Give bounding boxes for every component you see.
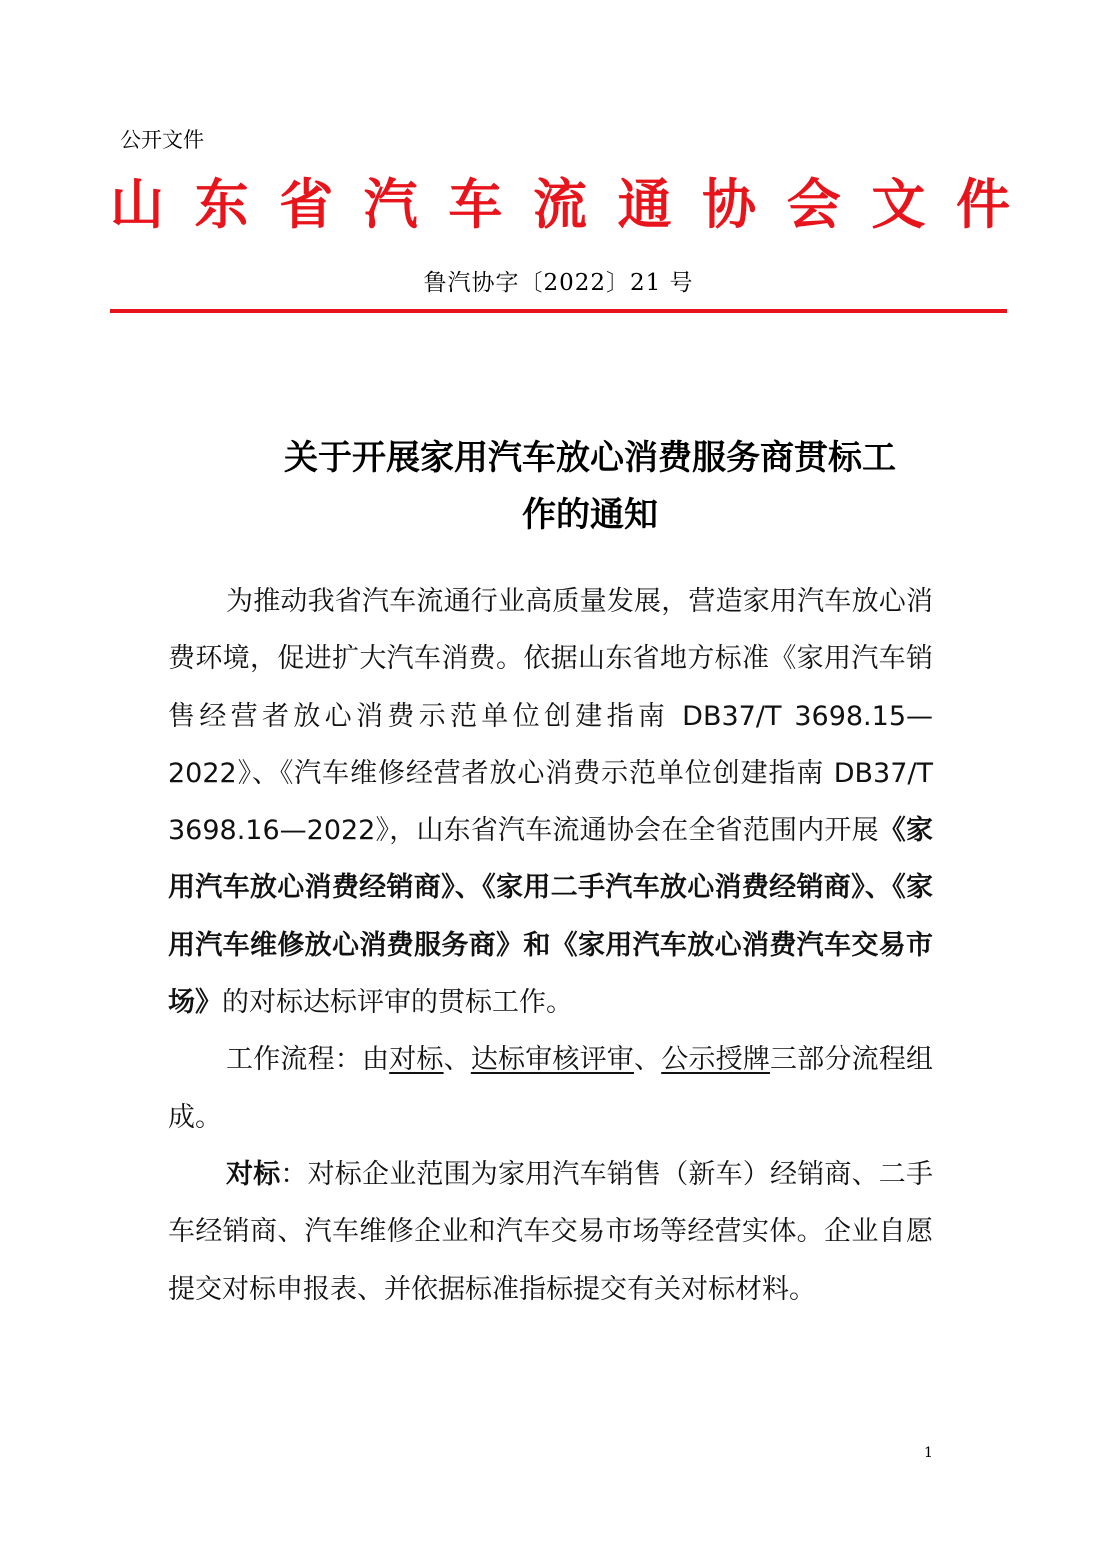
header-char: 车 bbox=[448, 173, 503, 236]
underlined-step-benchmarking: 对标 bbox=[389, 1044, 444, 1076]
separator: 、 bbox=[634, 1044, 662, 1076]
notice-title-line-2: 作的通知 bbox=[522, 495, 658, 535]
header-char: 件 bbox=[955, 173, 1010, 236]
separator: ： bbox=[280, 1158, 308, 1190]
classification-label: 公开文件 bbox=[120, 128, 204, 152]
header-char: 省 bbox=[279, 173, 334, 236]
header-divider bbox=[110, 309, 1007, 313]
paragraph-text: 对标企业范围为家用汽车销售（新车）经销商、二手车经销商、汽车维修企业和汽车交易市场等经营实体。企业自愿提交对标申报表、并依据标准指标提交有关对标材料。 bbox=[168, 1158, 934, 1305]
paragraph-text: 工作流程：由 bbox=[226, 1044, 390, 1076]
header-char: 流 bbox=[532, 173, 587, 236]
document-number: 鲁汽协字〔2022〕21 号 bbox=[423, 270, 694, 296]
paragraph-text: 为推动我省汽车流通行业高质量发展，营造家用汽车放心消费环境，促进扩大汽车消费。依据山东省地方标准《家用汽车销售经营者放心消费示范单位创建指南 DB37/T 3698.15—2022》、《汽车维修经营者放心消费示范单位创建指南 DB37/T 3698.16—2022》，山东省汽车流通协会在全省范围内开展 bbox=[168, 586, 933, 847]
bold-standards-list: 《家用汽车放心消费经销商》、《家用二手汽车放心消费经销商》、《家用汽车维修放心消费服务商》和《家用汽车放心消费汽车交易市场》 bbox=[168, 815, 933, 1019]
header-char: 东 bbox=[194, 173, 249, 236]
notice-title-line-1: 关于开展家用汽车放心消费服务商贯标工 bbox=[284, 438, 896, 478]
header-char: 会 bbox=[786, 173, 841, 236]
paragraph-workflow bbox=[168, 1031, 933, 1146]
header-char: 文 bbox=[871, 173, 926, 236]
page-number: 1 bbox=[924, 1445, 933, 1461]
paragraph-text: 的对标达标评审的贯标工作。 bbox=[222, 987, 573, 1019]
header-char: 协 bbox=[702, 173, 757, 236]
underlined-step-review: 达标审核评审 bbox=[470, 1044, 635, 1076]
notice-title bbox=[230, 430, 950, 544]
underlined-step-award: 公示授牌 bbox=[661, 1044, 771, 1076]
header-char: 山 bbox=[110, 173, 164, 236]
paragraph-benchmarking bbox=[168, 1146, 933, 1318]
separator: 、 bbox=[443, 1044, 471, 1076]
header-char: 通 bbox=[617, 173, 672, 236]
header-char: 汽 bbox=[363, 173, 418, 236]
issuing-organization-header bbox=[110, 170, 1010, 240]
section-label: 对标 bbox=[226, 1158, 281, 1190]
paragraph-text: 三部分流程组成。 bbox=[168, 1044, 934, 1133]
paragraph-background bbox=[168, 573, 933, 1031]
notice-body bbox=[168, 573, 933, 1318]
